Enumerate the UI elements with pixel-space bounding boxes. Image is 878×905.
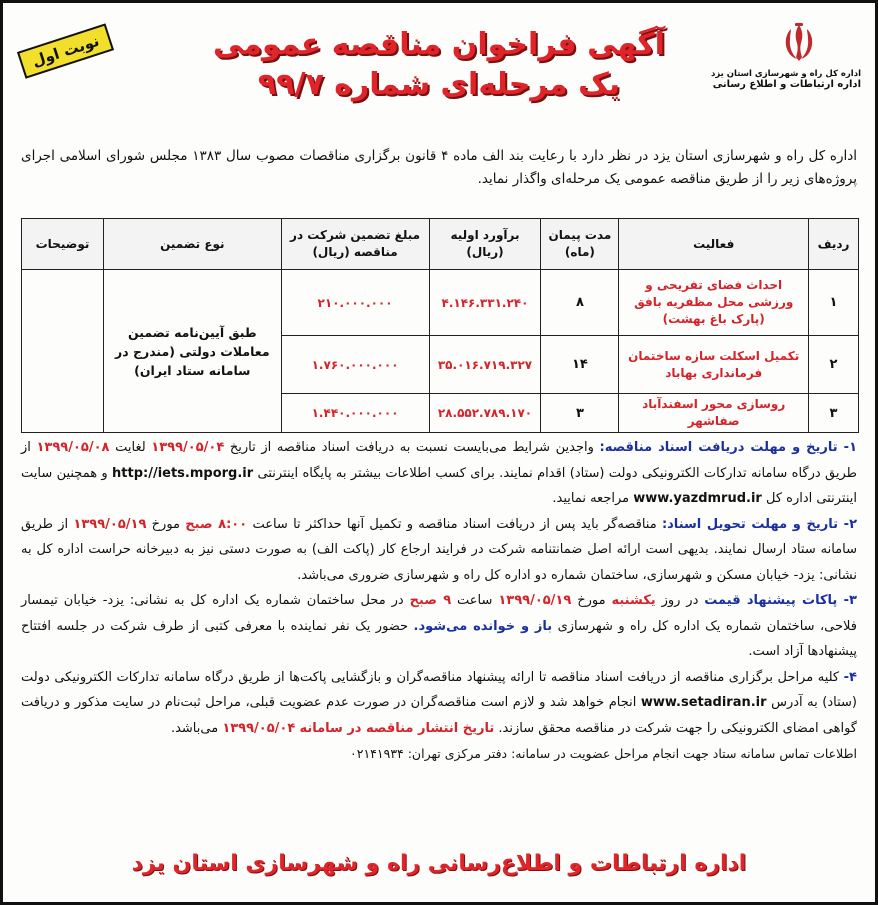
section-2-time: ۸:۰۰ صبح: [185, 516, 248, 532]
section-2-text-b: مورخ: [151, 516, 181, 532]
col-header-duration: مدت پیمان (ماه): [541, 219, 619, 270]
section-2: [21, 512, 857, 589]
section-4-pub-label: تاریخ انتشار مناقصه در سامانه: [299, 720, 495, 736]
yazdmrud-link[interactable]: www.yazdmrud.ir: [633, 491, 762, 506]
section-3-text-c: ساعت: [457, 593, 493, 608]
section-1-text-d: و همچنین سایت اینترنتی اداره کل: [21, 465, 857, 506]
row-estimate: ۳۵.۰۱۶.۷۱۹.۳۲۷: [429, 336, 541, 394]
section-1: [21, 435, 857, 512]
section-1-text-b: لغایت: [115, 440, 146, 455]
section-1-title: ۱- تاریخ و مهلت دریافت اسناد مناقصه:: [599, 440, 858, 455]
section-4-title: ۴-: [843, 669, 857, 685]
section-2-text-c: از طریق سامانه ستاد ارسال نمایند. بدیهی است ارائه اصل ضمانتنامه شرکت در فرایند ارجاع کار (پاکت الف) به صورت دستی نیز به دبیرخانه حراست اداره کل به نشانی: یزد- خیابان مسکن و شهرسازی، ساختمان شماره دو اداره کل راه و شهرسازی ضروری می‌باشد.: [21, 516, 857, 583]
row-duration: ۸: [541, 270, 619, 336]
footer-org-name: اداره ارتباطات و اطلاع‌رسانی راه و شهرسازی استان یزد: [131, 851, 747, 876]
row-estimate: ۲۸.۵۵۲.۷۸۹.۱۷۰: [429, 394, 541, 433]
table-row: [22, 270, 859, 336]
row-number: ۳: [809, 394, 859, 433]
section-3-text-e: حضور یک نفر نماینده با معرفی کتبی از طرف شرکت در جلسه افتتاح پیشنهادها آزاد است.: [21, 618, 857, 659]
org-name-line1: اداره کل راه و شهرسازی استان یزد: [710, 69, 861, 79]
notice-title: [153, 25, 725, 105]
guarantee-type: طبق آیین‌نامه تضمین معاملات دولتی (مندرج در سامانه ستاد ایران): [103, 270, 281, 433]
intro-paragraph: اداره کل راه و شهرسازی استان یزد در نظر دارد با رعایت بند الف ماده ۴ قانون برگزاری مناقصات مصوب سال ۱۳۸۳ مجلس شورای اسلامی اجرای پروژه‌های زیر را از طریق مناقصه عمومی یک مرحله‌ای واگذار نماید.: [21, 148, 857, 187]
first-round-badge: نوبت اول: [17, 23, 114, 78]
col-header-row: ردیف: [809, 219, 859, 270]
section-2-title: ۲- تاریخ و مهلت تحویل اسناد:: [661, 516, 857, 532]
section-3-open: باز و خوانده می‌شود.: [413, 618, 553, 634]
section-3: [21, 588, 857, 665]
title-line2: یک مرحله‌ای شماره ۹۹/۷: [257, 67, 621, 102]
section-4-text-a: کلیه مراحل برگزاری مناقصه از دریافت اسناد مناقصه تا ارائه پیشنهاد مناقصه‌گران و بازگشایی پاکت‌ها از طریق درگاه سامانه تدارکات الکترونیکی دولت (ستاد) به آدرس: [21, 669, 857, 710]
row-number: ۲: [809, 336, 859, 394]
col-header-estimate: برآورد اولیه (ریال): [429, 219, 541, 270]
section-3-text-d: در محل ساختمان شماره یک اداره کل به نشانی: یزد- خیابان تیمسار فلاحی، ساختمان شماره یک اداره کل راه و شهرسازی: [21, 593, 858, 634]
setadiran-link[interactable]: www.setadiran.ir: [640, 695, 767, 710]
iets-link[interactable]: http://iets.mporg.ir: [112, 465, 254, 481]
section-3-title: ۳- پاکات پیشنهاد قیمت: [704, 593, 857, 608]
section-2-text-a: مناقصه‌گر باید پس از دریافت اسناد مناقصه و تکمیل آنها حداکثر تا ساعت: [252, 516, 657, 532]
organization-logo: [710, 21, 861, 90]
section-3-time: ۹ صبح: [409, 593, 452, 608]
section-4: [21, 665, 857, 742]
row-deposit: ۲۱۰.۰۰۰.۰۰۰: [281, 270, 429, 336]
row-number: ۱: [809, 270, 859, 336]
section-3-text-a: در روز: [661, 593, 699, 608]
table-header-row: [22, 219, 859, 270]
section-3-day: یکشنبه: [611, 593, 656, 608]
contact-info: اطلاعات تماس سامانه ستاد جهت انجام مراحل عضویت در سامانه: دفتر مرکزی تهران: ۰۲۱۴۱۹۳۴: [350, 746, 857, 761]
section-3-date: ۱۳۹۹/۰۵/۱۹: [498, 593, 572, 608]
row-activity: تکمیل اسکلت سازه ساختمان فرمانداری بهاباد: [619, 336, 809, 394]
row-activity: احداث فضای تفریحی و ورزشی محل مظفریه بافق (پارک باغ بهشت): [619, 270, 809, 336]
notes-cell: [22, 270, 104, 433]
row-deposit: ۱.۷۶۰.۰۰۰.۰۰۰: [281, 336, 429, 394]
section-2-date: ۱۳۹۹/۰۵/۱۹: [73, 516, 147, 532]
iran-emblem-icon: [777, 21, 821, 65]
section-1-date-from: ۱۳۹۹/۰۵/۰۴: [151, 440, 225, 455]
row-duration: ۳: [541, 394, 619, 433]
section-1-date-to: ۱۳۹۹/۰۵/۰۸: [36, 440, 110, 455]
col-header-activity: فعالیت: [619, 219, 809, 270]
col-header-notes: توضیحات: [22, 219, 104, 270]
title-line1: آگهی فراخوان مناقصه عمومی: [213, 27, 665, 62]
section-4-text-c: می‌باشد.: [170, 720, 219, 736]
row-deposit: ۱.۴۴۰.۰۰۰.۰۰۰: [281, 394, 429, 433]
col-header-guarantee: نوع تضمین: [103, 219, 281, 270]
section-3-text-b: مورخ: [577, 593, 606, 608]
row-activity: روسازی محور اسفندآباد صفاشهر: [619, 394, 809, 433]
section-4-pub-date: ۱۳۹۹/۰۵/۰۴: [222, 720, 296, 736]
section-4-text-b: انجام خواهد شد و لازم است مناقصه‌گران در صورت عدم عضویت قبلی، مراحل ثبت‌نام در سایت مذکور و دریافت گواهی امضای الکترونیکی را جهت شرکت در مناقصه محقق سازند.: [21, 695, 857, 736]
col-header-deposit: مبلغ تضمین شرکت در مناقصه (ریال): [281, 219, 429, 270]
section-1-text-e: مراجعه نمایید.: [552, 491, 630, 506]
row-estimate: ۴.۱۴۶.۳۳۱.۲۴۰: [429, 270, 541, 336]
row-duration: ۱۴: [541, 336, 619, 394]
section-1-text-c: از طریق درگاه سامانه تدارکات الکترونیکی دولت (ستاد) اقدام نمایند. برای کسب اطلاعات بیشتر به پایگاه اینترنتی: [21, 440, 857, 481]
section-1-text-a: واجدین شرایط می‌بایست نسبت به دریافت اسناد مناقصه از تاریخ: [229, 440, 594, 455]
org-name-line2: اداره ارتباطات و اطلاع رسانی: [712, 79, 861, 90]
notice-sections: [21, 435, 857, 767]
projects-table: [21, 218, 859, 433]
